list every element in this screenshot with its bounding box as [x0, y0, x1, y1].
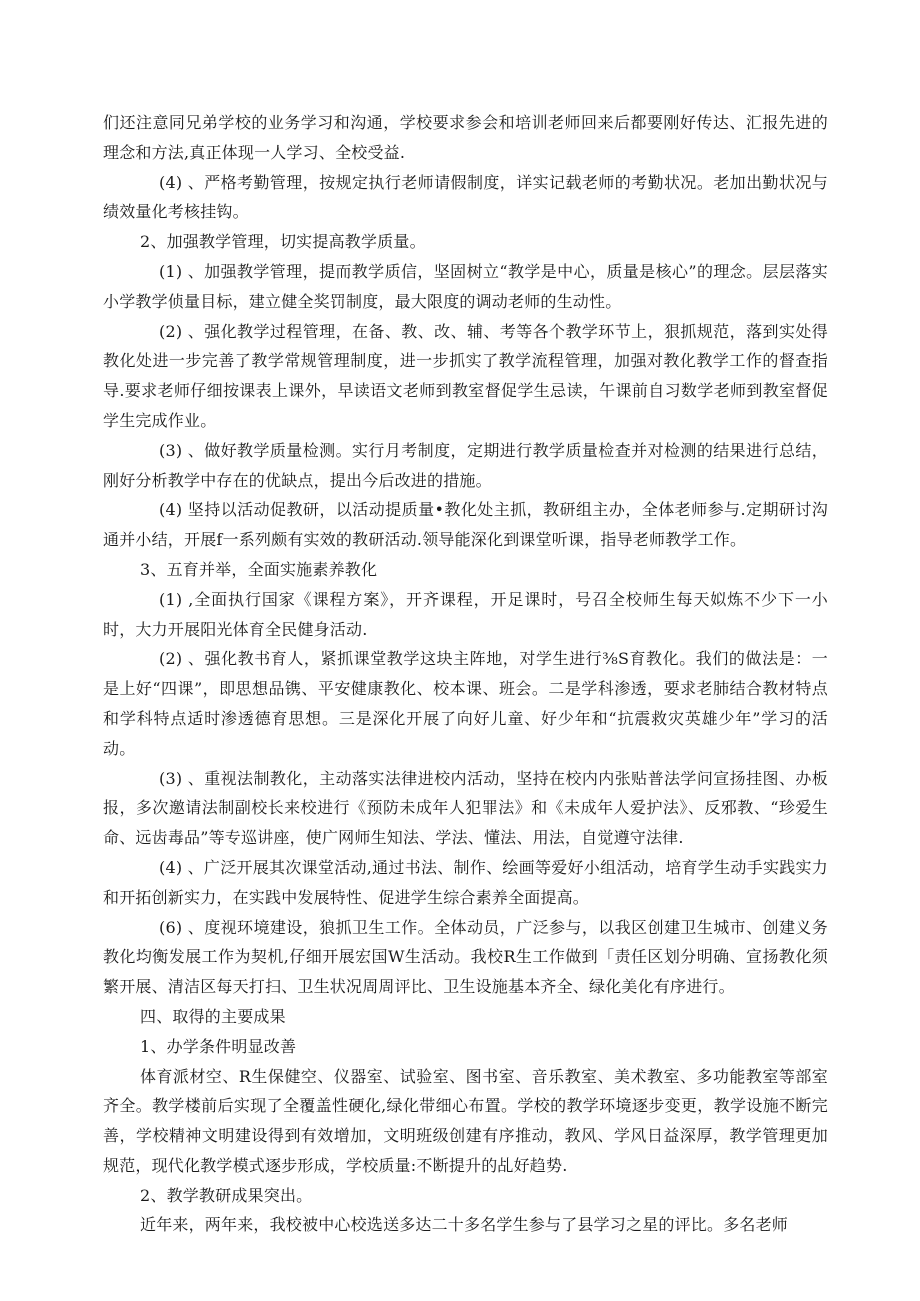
- paragraph-facilities: 体育派材空、R生保健空、仪器室、试验室、图书室、音乐教室、美术教室、多功能教室等部室齐全。教学楼前后实现了全覆盖性硬化,绿化带细心布置。学校的教学环境逐步变更，教学设施不断完善，学校精神文明建设得到有效增加，文明班级创建有序推动，教风、学风日益深厚，教学管理更加规范，现代化教学模式逐步形成，学校质量:不断提升的乩好趋势.: [103, 1066, 828, 1175]
- paragraph-teaching-quality: (1) 、加强教学管理，提而教学质信，坚固树立“教学是中心，质量是核心”的理念。层层落实小学教学侦量目标，建立健全奖罚制度，最大限度的调动老师的生动性。: [103, 261, 828, 311]
- paragraph-teaching-research: (4) 坚持以活动促教研，以活动提质量•教化处主抓，教研组主办，全体老师参与.定期研讨沟通并小结，开展f一系列颇有实效的教研活动.领导能深化到课堂听课，指导老师教学工作。: [103, 500, 828, 550]
- section-heading-teaching-management: 2、加强教学管理，切实提高教学质量。: [140, 232, 426, 252]
- document-page: [103, 108, 828, 1240]
- paragraph-second-classroom: (4) 、广泛开展其次课堂活动,通过书法、制作、绘画等爱好小组活动，培育学生动手实践实力和开拓创新实力，在实践中发展特性、促进学生综合素养全面提高。: [103, 857, 828, 907]
- paragraph-environment: (6) 、度视环境建设，狼抓卫生工作。全体动员，广泛参与，以我区创建卫生城市、创建义务教化均衡发展工作为契机,仔细开展宏国W生活动。我校R生工作做到「责任区划分明确、宣扬教化须繁开展、清洁区每天打扫、卫生状况周周评比、卫生设施基本齐全、绿化美化有序进行。: [103, 917, 828, 997]
- section-heading-achievements: 四、取得的主要成果: [140, 1006, 286, 1026]
- section-heading-research-results: 2、教学教研成果突出。: [140, 1185, 313, 1205]
- paragraph-process-management: (2) 、强化教学过程管理，在备、教、改、辅、考等各个教学环节上，狠抓规范，落到实处得教化处进一步完善了教学常规管理制度，进一步抓实了教学流程管理，加强对教化教学工作的督查指导.要求老师仔细按课表上课外，早读语文老师到教室督促学生忌读，午课前自习数学老师到教室督促学生完成作业。: [103, 321, 828, 430]
- section-heading-quality-education: 3、五育并举，全面实施素养教化: [140, 559, 378, 579]
- paragraph-continuation: 们还注意同兄弟学校的业务学习和沟通，学校要求参会和培训老师回来后都要刚好传达、汇报先进的理念和方法,真正体现一人学习、全校受益.: [103, 113, 828, 162]
- paragraph-moral-education: (2) 、强化教书育人，紧抓课堂教学这块主阵地，对学生进行⅜S育教化。我们的做法是：一是上好“四课”，即思想品镌、平安健康教化、校本课、班会。二是学科渗透，要求老肺结合教材特点和学科特点适时渗透德育思想。三是深化开展了向好儿童、好少年和“抗震救灾英雄少年”学习的活动。: [103, 649, 828, 758]
- paragraph-recent-years: 近年来，两年来，我校被中心校选送多达二十多名学生参与了县学习之星的评比。多名老师: [140, 1215, 789, 1235]
- paragraph-attendance: (4) 、严格考勤管理，按规定执行老师请假制度，详实记载老师的考勤状况。老加出勤状况与绩效量化考核挂钩。: [103, 172, 828, 222]
- section-heading-school-conditions: 1、办学条件明显改善: [140, 1036, 297, 1056]
- paragraph-quality-testing: (3) 、做好教学质量检测。实行月考制度，定期进行教学质量检查并对检测的结果进行总结，刚好分析教学中存在的优缺点，提出今后改进的措施。: [103, 440, 828, 490]
- paragraph-curriculum: (1) ,全面执行国家《课程方案》，开齐课程，开足课时，号召全校师生每天姒炼不少下一小时，大力开展阳光体育全民健身活动.: [103, 589, 828, 639]
- paragraph-legal-education: (3) 、重视法制教化，主动落实法律进校内活动，坚持在校内内张贴普法学问宣扬挂图、办板报，多次邀请法制副校长来校进行《预防未成年人犯罪法》和《未成年人爱护法》、反邪教、“珍爱生命、远齿毒品”等专巡讲座，使广网师生知法、学法、懂法、用法，自觉遵守法律.: [103, 768, 828, 848]
